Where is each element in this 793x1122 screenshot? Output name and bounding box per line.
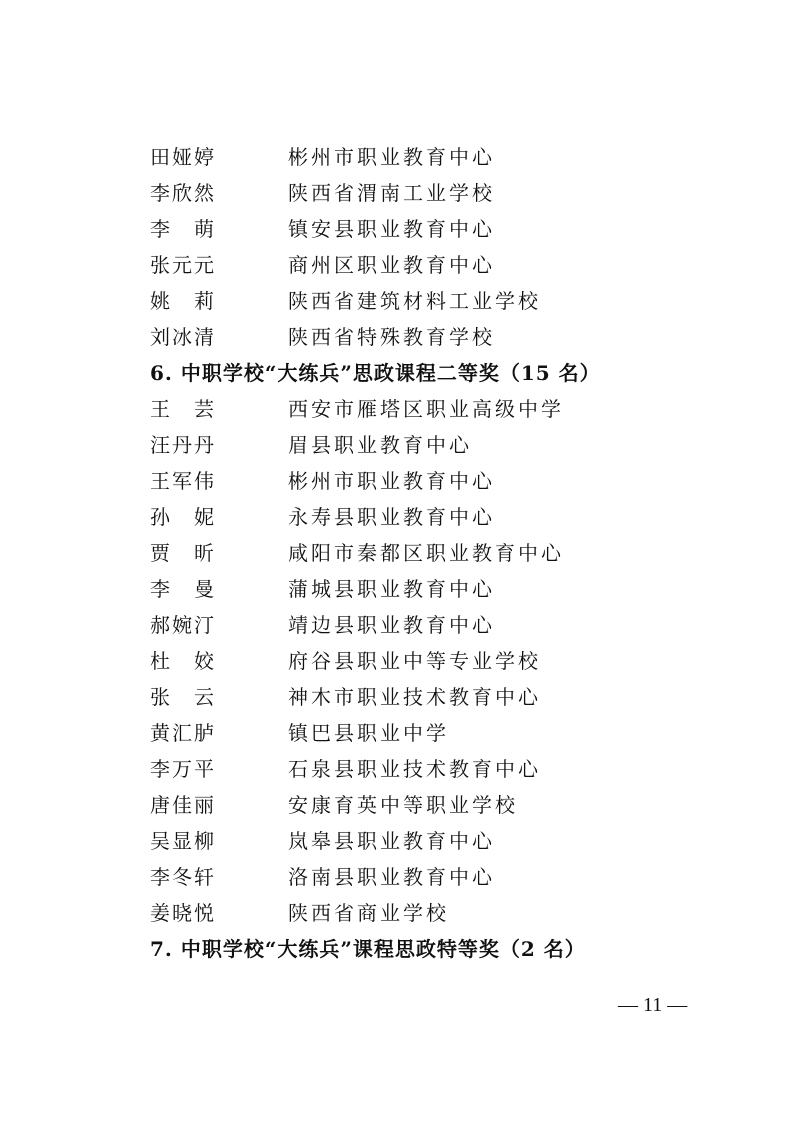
awardee-school: 石泉县职业技术教育中心 [288, 756, 541, 781]
page-number: — 11 — [618, 994, 688, 1016]
awardee-school: 陕西省渭南工业学校 [288, 180, 495, 205]
awardee-name: 贾 昕 [150, 540, 216, 565]
list-item [150, 821, 750, 857]
list-item [150, 209, 750, 245]
awardee-name: 李欣然 [150, 180, 216, 205]
award-list [150, 137, 750, 965]
awardee-name: 田娅婷 [150, 144, 216, 169]
awardee-name: 孙 妮 [150, 504, 216, 529]
awardee-school: 彬州市职业教育中心 [288, 468, 495, 493]
section-heading: 7. 中职学校“大练兵”课程思政特等奖（2 名） [150, 936, 586, 961]
awardee-school: 眉县职业教育中心 [288, 432, 472, 457]
list-item [150, 533, 750, 569]
awardee-name: 刘冰清 [150, 324, 216, 349]
section-heading: 6. 中职学校“大练兵”思政课程二等奖（15 名） [150, 360, 601, 385]
awardee-school: 镇巴县职业中学 [288, 720, 449, 745]
list-item [150, 893, 750, 929]
awardee-name: 李 萌 [150, 216, 216, 241]
awardee-name: 姚 莉 [150, 288, 216, 313]
awardee-school: 安康育英中等职业学校 [288, 792, 518, 817]
list-item [150, 785, 750, 821]
list-item [150, 857, 750, 893]
awardee-school: 岚皋县职业教育中心 [288, 828, 495, 853]
awardee-school: 商州区职业教育中心 [288, 252, 495, 277]
awardee-school: 神木市职业技术教育中心 [288, 684, 541, 709]
list-item [150, 245, 750, 281]
awardee-name: 张元元 [150, 252, 216, 277]
awardee-school: 靖边县职业教育中心 [288, 612, 495, 637]
list-item [150, 605, 750, 641]
list-item [150, 497, 750, 533]
list-item [150, 569, 750, 605]
awardee-name: 吴显柳 [150, 828, 216, 853]
awardee-name: 郝婉汀 [150, 612, 216, 637]
awardee-name: 王军伟 [150, 468, 216, 493]
list-item [150, 425, 750, 461]
awardee-school: 陕西省商业学校 [288, 900, 449, 925]
awardee-name: 杜 姣 [150, 648, 216, 673]
awardee-name: 王 芸 [150, 396, 216, 421]
awardee-name: 李万平 [150, 756, 216, 781]
awardee-name: 李 曼 [150, 576, 216, 601]
awardee-school: 咸阳市秦都区职业教育中心 [288, 540, 564, 565]
awardee-school: 陕西省建筑材料工业学校 [288, 288, 541, 313]
list-item [150, 173, 750, 209]
awardee-name: 唐佳丽 [150, 792, 216, 817]
awardee-school: 镇安县职业教育中心 [288, 216, 495, 241]
list-item [150, 389, 750, 425]
list-item [150, 713, 750, 749]
awardee-school: 蒲城县职业教育中心 [288, 576, 495, 601]
list-item [150, 137, 750, 173]
awardee-school: 洛南县职业教育中心 [288, 864, 495, 889]
awardee-name: 李冬轩 [150, 864, 216, 889]
list-item [150, 749, 750, 785]
list-item [150, 461, 750, 497]
list-item [150, 317, 750, 353]
awardee-name: 姜晓悦 [150, 900, 216, 925]
list-item [150, 281, 750, 317]
awardee-name: 张 云 [150, 684, 216, 709]
awardee-school: 府谷县职业中等专业学校 [288, 648, 541, 673]
list-item [150, 641, 750, 677]
awardee-name: 黄汇胪 [150, 720, 216, 745]
awardee-school: 西安市雁塔区职业高级中学 [288, 396, 564, 421]
awardee-school: 永寿县职业教育中心 [288, 504, 495, 529]
awardee-name: 汪丹丹 [150, 432, 216, 457]
awardee-school: 彬州市职业教育中心 [288, 144, 495, 169]
awardee-school: 陕西省特殊教育学校 [288, 324, 495, 349]
list-item [150, 677, 750, 713]
